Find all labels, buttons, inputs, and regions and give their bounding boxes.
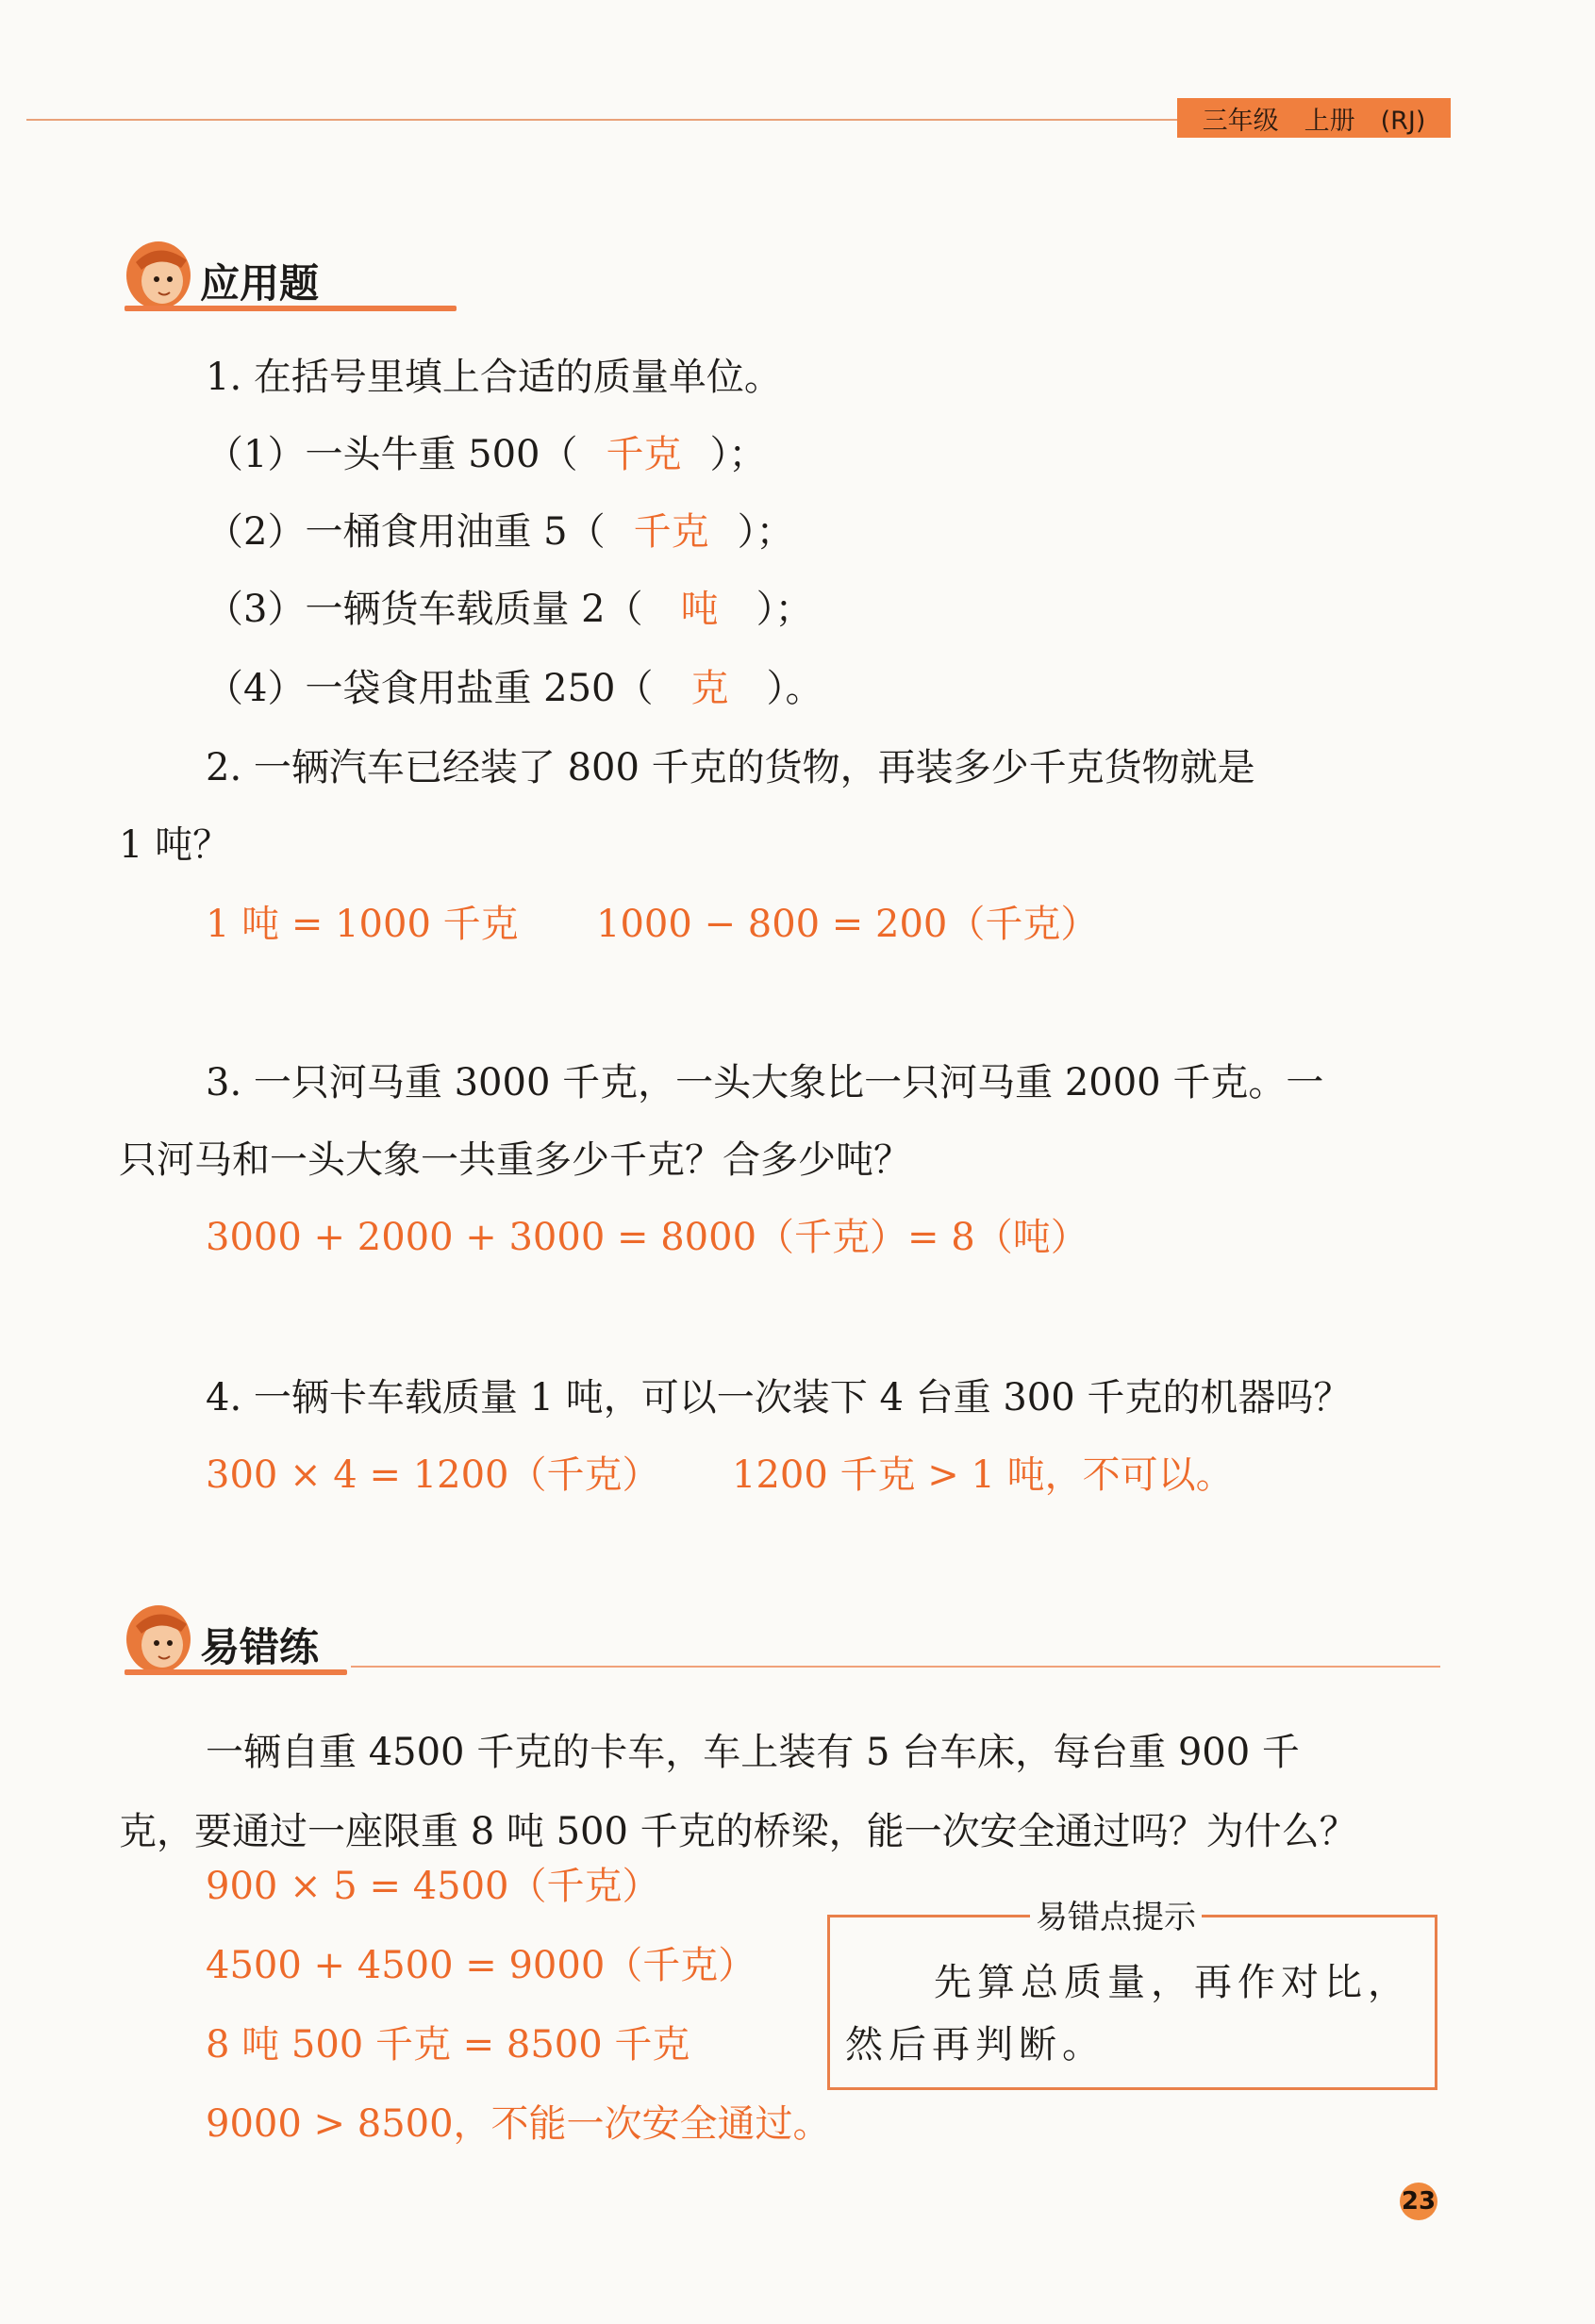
q3-line-1: 3. 一只河马重 3000 千克，一头大象比一只河马重 2000 千克。一 (206, 1061, 1324, 1104)
header-rule (26, 119, 1177, 121)
q1-item-4 (206, 658, 823, 712)
hint-title: 易错点提示 (1030, 1891, 1202, 1937)
section-rule (351, 1666, 1440, 1668)
q1-item-text: （2）一桶食用油重 5（ (206, 510, 606, 554)
practice-line-1: 一辆自重 4500 千克的卡车，车上装有 5 台车床，每台重 900 千 (206, 1731, 1300, 1774)
q2-answer-a: 1 吨 = 1000 千克 (206, 903, 519, 946)
q2-answer-b: 1000 − 800 = 200（千克） (596, 903, 1099, 946)
page-number: 23 (1400, 2183, 1437, 2220)
practice-line-2: 克，要通过一座限重 8 吨 500 千克的桥梁，能一次安全通过吗？为什么？ (119, 1810, 1357, 1853)
q1-answer: 千克 (606, 433, 682, 476)
q4-line-1: 4. 一辆卡车载质量 1 吨，可以一次装下 4 台重 300 千克的机器吗？ (206, 1376, 1352, 1419)
q1-item-end: ）； (709, 433, 767, 476)
practice-answer-1: 900 × 5 = 4500（千克） (206, 1865, 660, 1908)
q1-item-end: ）。 (766, 667, 823, 710)
hint-line-2: 然后再判断。 (845, 2023, 1105, 2067)
q1-answer: 克 (690, 667, 729, 710)
section-head-application (117, 234, 428, 328)
section-title: 应用题 (200, 260, 320, 307)
q1-item-end: ）； (737, 510, 794, 554)
q4-answer-b: 1200 千克 > 1 吨，不可以。 (732, 1453, 1234, 1497)
hint-line-1: 先算总质量，再作对比， (934, 1961, 1411, 2004)
section-title: 易错练 (200, 1624, 320, 1670)
q4-answer-a: 300 × 4 = 1200（千克） (206, 1453, 660, 1497)
q1-item-3 (206, 579, 813, 633)
q3-line-2: 只河马和一头大象一共重多少千克？合多少吨？ (119, 1138, 911, 1182)
practice-answer-2: 4500 + 4500 = 9000（千克） (206, 1944, 756, 1987)
q1-prompt: 1. 在括号里填上合适的质量单位。 (206, 356, 782, 399)
q1-answer: 吨 (680, 588, 719, 631)
grade-tag: 三年级 上册 (RJ) (1177, 98, 1451, 138)
q1-item-text: （1）一头牛重 500（ (206, 433, 578, 476)
practice-answer-4: 9000 > 8500，不能一次安全通过。 (206, 2102, 831, 2146)
q3-answer: 3000 + 2000 + 3000 = 8000（千克）= 8（吨） (206, 1216, 1088, 1259)
q1-item-1 (206, 424, 767, 478)
q1-item-text: （3）一辆货车载质量 2（ (206, 588, 643, 631)
q1-item-text: （4）一袋食用盐重 250（ (206, 667, 654, 710)
practice-answer-3: 8 吨 500 千克 = 8500 千克 (206, 2023, 690, 2067)
q1-answer: 千克 (633, 510, 709, 554)
q1-item-2 (206, 502, 794, 556)
q2-line-1: 2. 一辆汽车已经装了 800 千克的货物，再装多少千克货物就是 (206, 746, 1255, 789)
section-head-error-practice (117, 1598, 428, 1692)
q2-line-2: 1 吨？ (119, 823, 231, 867)
q1-item-end: ）； (756, 588, 813, 631)
